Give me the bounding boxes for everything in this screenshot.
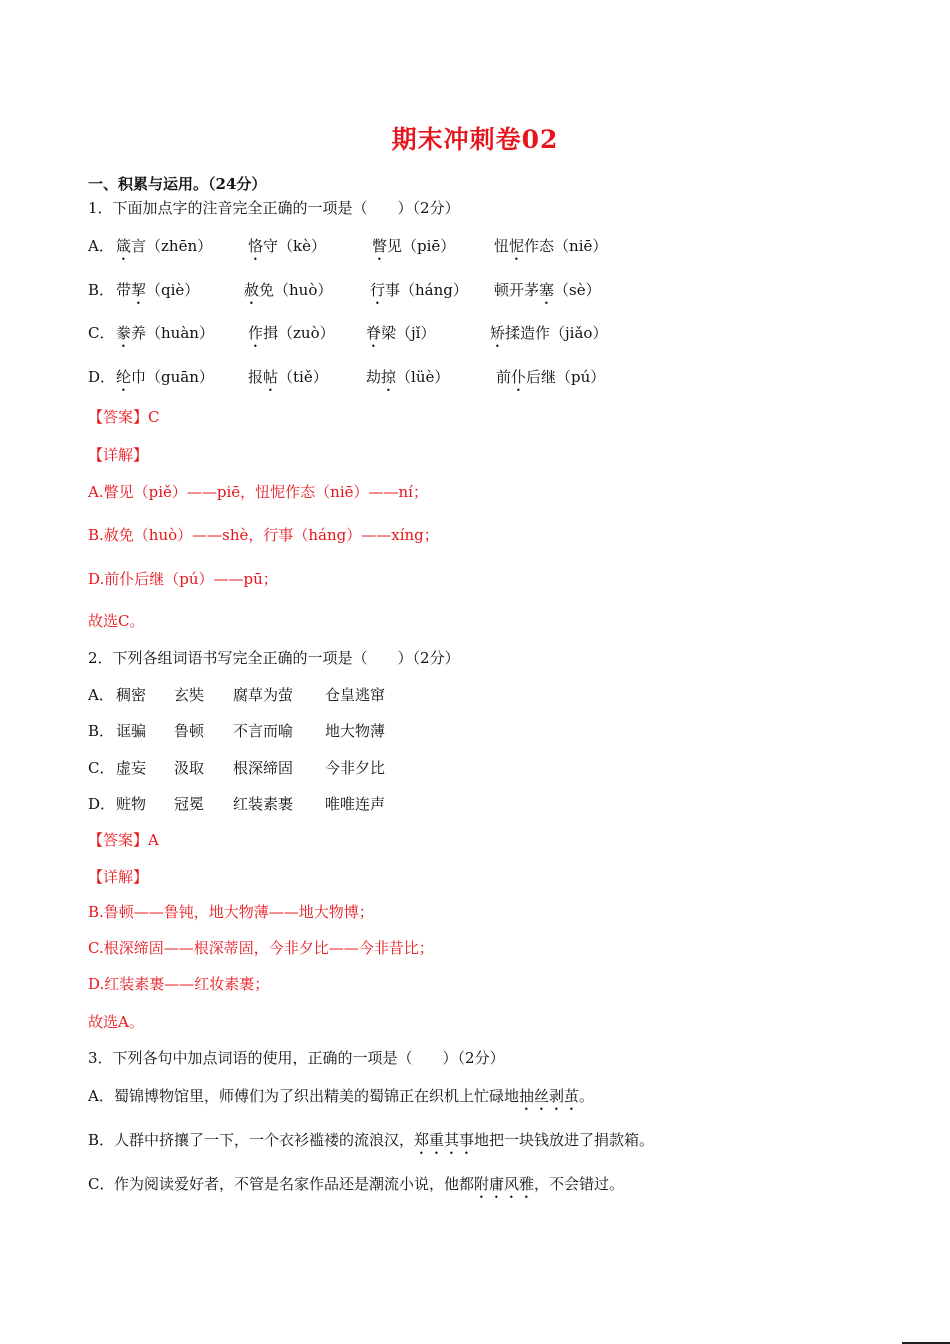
q1-option-b — [88, 280, 708, 300]
q2-detail-line: D.红装素裹——红妆素裹； — [88, 975, 270, 993]
q1-conclusion: 故选C。 — [88, 612, 145, 630]
option-label: B． — [88, 1131, 115, 1149]
option-label: D． — [88, 795, 116, 813]
option-item: 豢养（huàn） — [116, 324, 214, 342]
option-label: D． — [88, 368, 116, 386]
option-item: 纶巾（guān） — [116, 368, 214, 386]
option-word: 虚妄 — [116, 759, 147, 777]
option-word: 诓骗 — [116, 722, 147, 740]
answer-tag: 【答案】 — [88, 831, 149, 849]
option-item: 瞥见（piē） — [372, 237, 456, 255]
section-heading: 一、积累与运用。（24分） — [88, 175, 267, 193]
q1-detail-tag: 【详解】 — [88, 446, 149, 464]
q2-answer — [88, 830, 159, 850]
answer-value: A — [148, 831, 159, 849]
option-item: 带挈（qiè） — [116, 281, 200, 299]
option-word: 地大物薄 — [325, 722, 386, 740]
q1-stem: 1．下面加点字的注音完全正确的一项是（ ）（2分） — [88, 199, 460, 217]
option-word: 不言而喻 — [233, 722, 294, 740]
option-item: 顿开茅塞（sè） — [494, 281, 601, 299]
option-word: 汲取 — [174, 759, 205, 777]
q2-option-c — [88, 758, 488, 778]
option-word: 腐草为萤 — [233, 686, 294, 704]
option-item: 忸怩作态（niē） — [494, 237, 608, 255]
option-word: 仓皇逃窜 — [325, 686, 386, 704]
q3-option-b: B．人群中挤攘了一下，一个衣衫褴褛的流浪汉，郑重其事地把一块钱放进了捐款箱。 — [88, 1131, 655, 1149]
q1-answer — [88, 407, 160, 427]
dotted-phrase: 郑重其事 — [414, 1131, 475, 1149]
option-item: 劫掠（lüè） — [366, 368, 450, 386]
q2-detail-line: C.根深缔固——根深蒂固，今非夕比——今非昔比； — [88, 939, 434, 957]
q2-conclusion: 故选A。 — [88, 1013, 144, 1031]
option-item: 赦免（huò） — [244, 281, 333, 299]
page-title: 期末冲刺卷02 — [391, 125, 559, 154]
option-word: 红装素裹 — [233, 795, 294, 813]
option-item: 脊梁（jǐ） — [366, 324, 436, 342]
q2-detail-line: B.鲁顿——鲁钝，地大物薄——地大物博； — [88, 903, 374, 921]
option-item: 矫揉造作（jiǎo） — [490, 324, 608, 342]
option-item: 行事（háng） — [370, 281, 468, 299]
option-label: A． — [88, 686, 114, 704]
option-item: 前仆后继（pú） — [496, 368, 606, 386]
q2-option-d — [88, 794, 488, 814]
option-label: B． — [88, 722, 115, 740]
option-word: 赃物 — [116, 795, 147, 813]
option-item: 作揖（zuò） — [248, 324, 335, 342]
option-label: C． — [88, 1175, 115, 1193]
q3-option-c: C．作为阅读爱好者，不管是名家作品还是潮流小说，他都附庸风雅，不会错过。 — [88, 1175, 625, 1193]
option-word: 稠密 — [116, 686, 147, 704]
option-label: A． — [88, 237, 114, 255]
q3-stem: 3．下列各句中加点词语的使用，正确的一项是（ ）（2分） — [88, 1049, 505, 1067]
option-label: A． — [88, 1087, 114, 1105]
option-word: 玄奘 — [174, 686, 205, 704]
option-word: 今非夕比 — [325, 759, 386, 777]
q1-detail-line: B.赦免（huò）——shè，行事（háng）——xíng； — [88, 526, 439, 544]
q2-option-b — [88, 721, 488, 741]
option-word: 唯唯连声 — [325, 795, 386, 813]
q3-option-a: A．蜀锦博物馆里，师傅们为了织出精美的蜀锦正在织机上忙碌地抽丝剥茧。 — [88, 1087, 595, 1105]
option-item: 箴言（zhēn） — [116, 237, 213, 255]
option-item: 报帖（tiě） — [248, 368, 328, 386]
q1-option-d — [88, 367, 708, 387]
option-word: 根深缔固 — [233, 759, 294, 777]
q2-option-a — [88, 685, 488, 705]
q1-detail-line: D.前仆后继（pú）——pū； — [88, 570, 278, 588]
q1-option-a — [88, 236, 708, 256]
answer-tag: 【答案】 — [88, 408, 149, 426]
q2-stem: 2．下列各组词语书写完全正确的一项是（ ）（2分） — [88, 649, 460, 667]
option-label: B． — [88, 281, 115, 299]
option-word: 冠冕 — [174, 795, 205, 813]
dotted-phrase: 抽丝剥茧 — [519, 1087, 580, 1105]
option-label: C． — [88, 324, 115, 342]
answer-value: C — [148, 408, 160, 426]
q1-detail-line: A.瞥见（piě）——piē，忸怩作态（niē）——ní； — [88, 483, 428, 501]
dotted-phrase: 附庸风雅 — [474, 1175, 535, 1193]
option-word: 鲁顿 — [174, 722, 205, 740]
q1-option-c — [88, 323, 708, 343]
q2-detail-tag: 【详解】 — [88, 868, 149, 886]
option-label: C． — [88, 759, 115, 777]
option-item: 恪守（kè） — [248, 237, 326, 255]
